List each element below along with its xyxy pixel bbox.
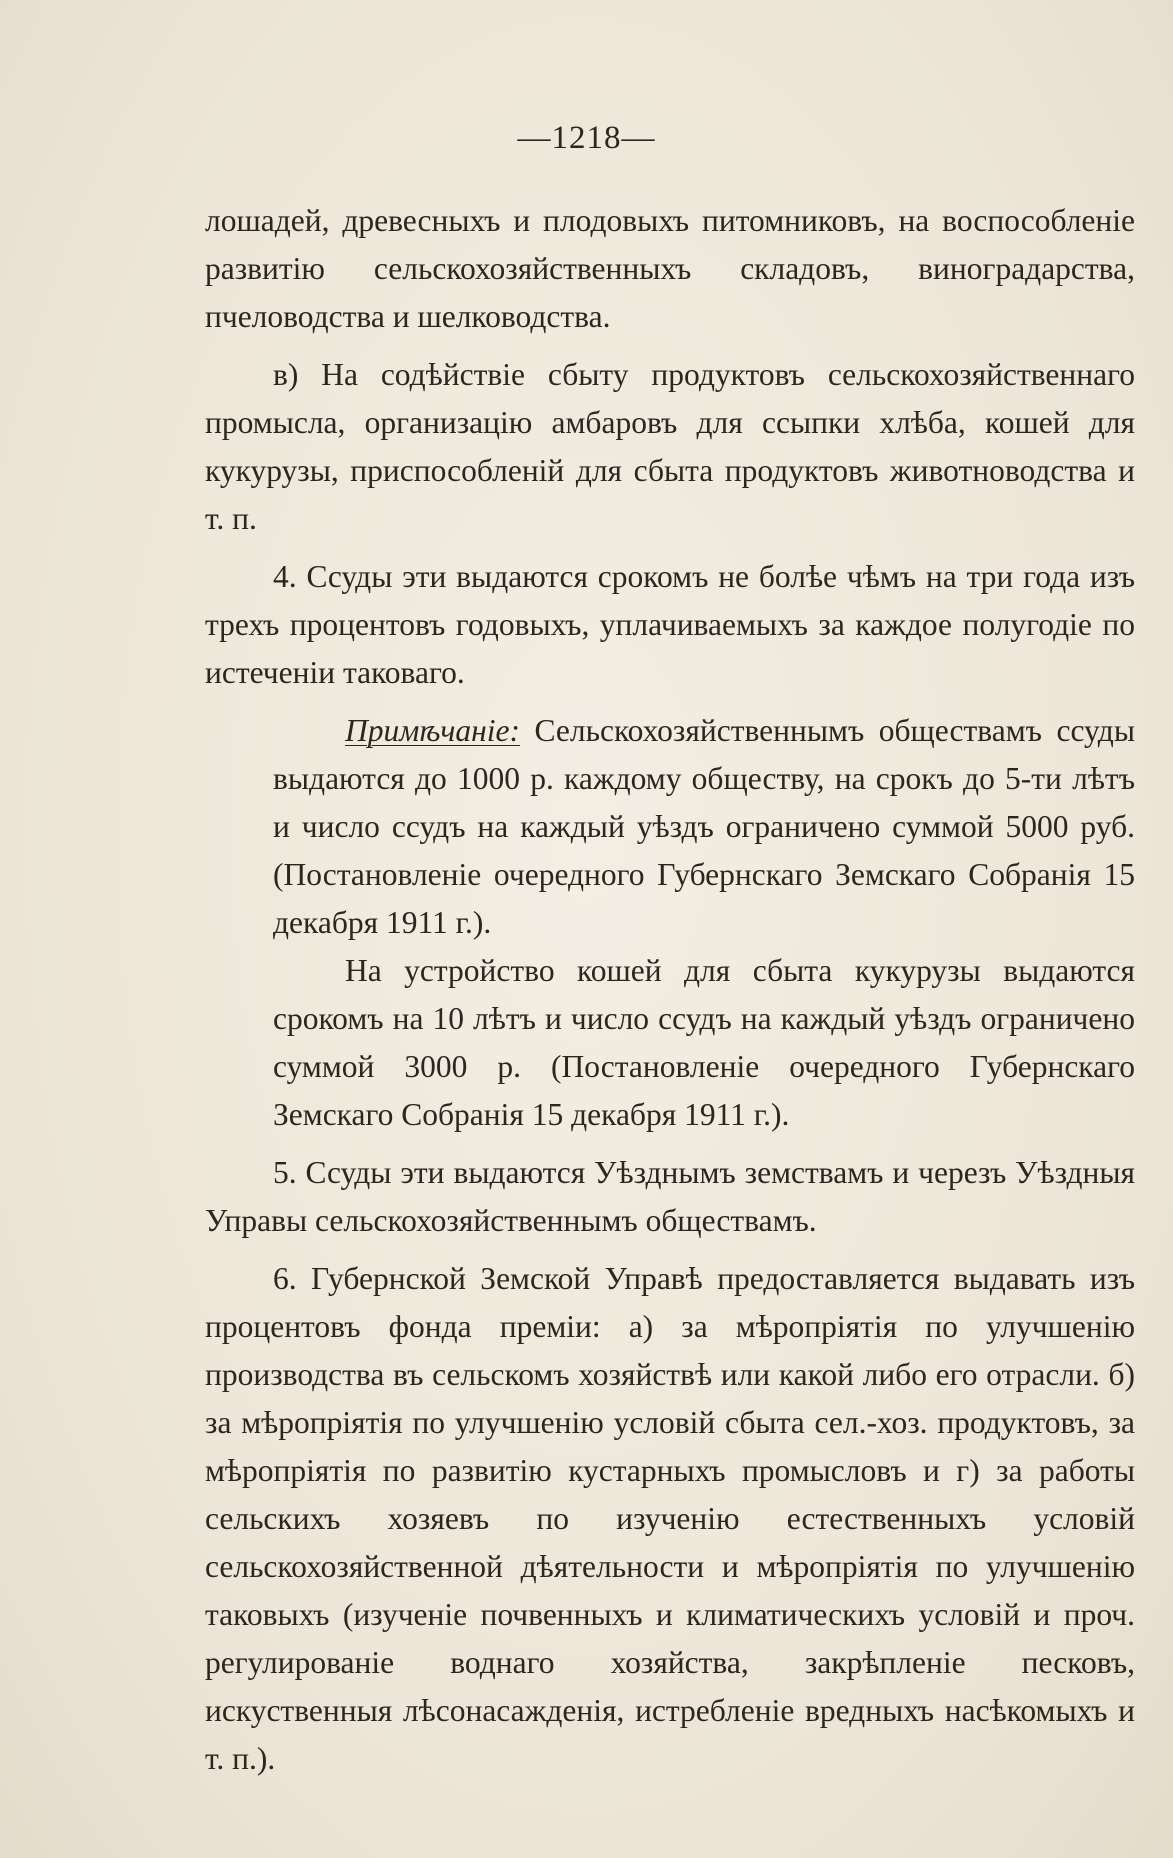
note-paragraph — [273, 707, 1135, 947]
paragraph-4: 4. Ссуды эти выдаются срокомъ не болѣе чѣмъ на три года изъ трехъ процентовъ годовыхъ, уплачиваемыхъ за каждое полугодіе по истеченіи таковаго. — [205, 559, 1135, 690]
body-text — [205, 197, 1135, 1783]
page-number: —1218— — [517, 120, 656, 156]
note-paragraph-2: На устройство кошей для сбыта кукурузы выдаются срокомъ на 10 лѣтъ и число ссудъ на каждый уѣздъ ограничено суммой 3000 р. (Постановленіе очередного Губернскаго Земскаго Собранія 15 декабря 1911 г.). — [273, 953, 1135, 1132]
note-label: Примѣчаніе: — [345, 713, 520, 748]
note-text: Сельскохозяйственнымъ обществамъ ссуды выдаются до 1000 р. каждому обществу, на срокъ до 5-ти лѣтъ и число ссудъ на каждый уѣздъ ограничено суммой 5000 руб. (Постановленіе очередного Губернскаго Земскаго Собранія 15 декабря 1911 г.). — [273, 713, 1135, 940]
paragraph-5: 5. Ссуды эти выдаются Уѣзднымъ земствамъ и черезъ Уѣздныя Управы сельскохозяйственнымъ обществамъ. — [205, 1155, 1135, 1238]
paragraph-continuation: лошадей, древесныхъ и плодовыхъ питомниковъ, на воспособленіе развитію сельскохозяйственныхъ складовъ, виноградарства, пчеловодства и шелководства. — [205, 203, 1135, 334]
paragraph-6: 6. Губернской Земской Управѣ предоставляется выдавать изъ процентовъ фонда преміи: а) за мѣропріятія по улучшенію производства въ сельскомъ хозяйствѣ или какой либо его отрасли. б) за мѣропріятія по улучшенію условій сбыта сел.-хоз. продуктовъ, за мѣропріятія по развитію кустарныхъ промысловъ и г) за работы сельскихъ хозяевъ по изученію естественныхъ условій сельскохозяйственной дѣятельности и мѣропріятія по улучшенію таковыхъ (изученіе почвенныхъ и климатическихъ условій и проч. регулированіе воднаго хозяйства, закрѣпленіе песковъ, искуственныя лѣсонасажденія, истребленіе вредныхъ насѣкомыхъ и т. п.). — [205, 1261, 1135, 1776]
paragraph-v: в) На содѣйствіе сбыту продуктовъ сельскохозяйственнаго промысла, организацію амбаровъ для ссыпки хлѣба, кошей для кукурузы, приспособленій для сбыта продуктовъ животноводства и т. п. — [205, 357, 1135, 536]
